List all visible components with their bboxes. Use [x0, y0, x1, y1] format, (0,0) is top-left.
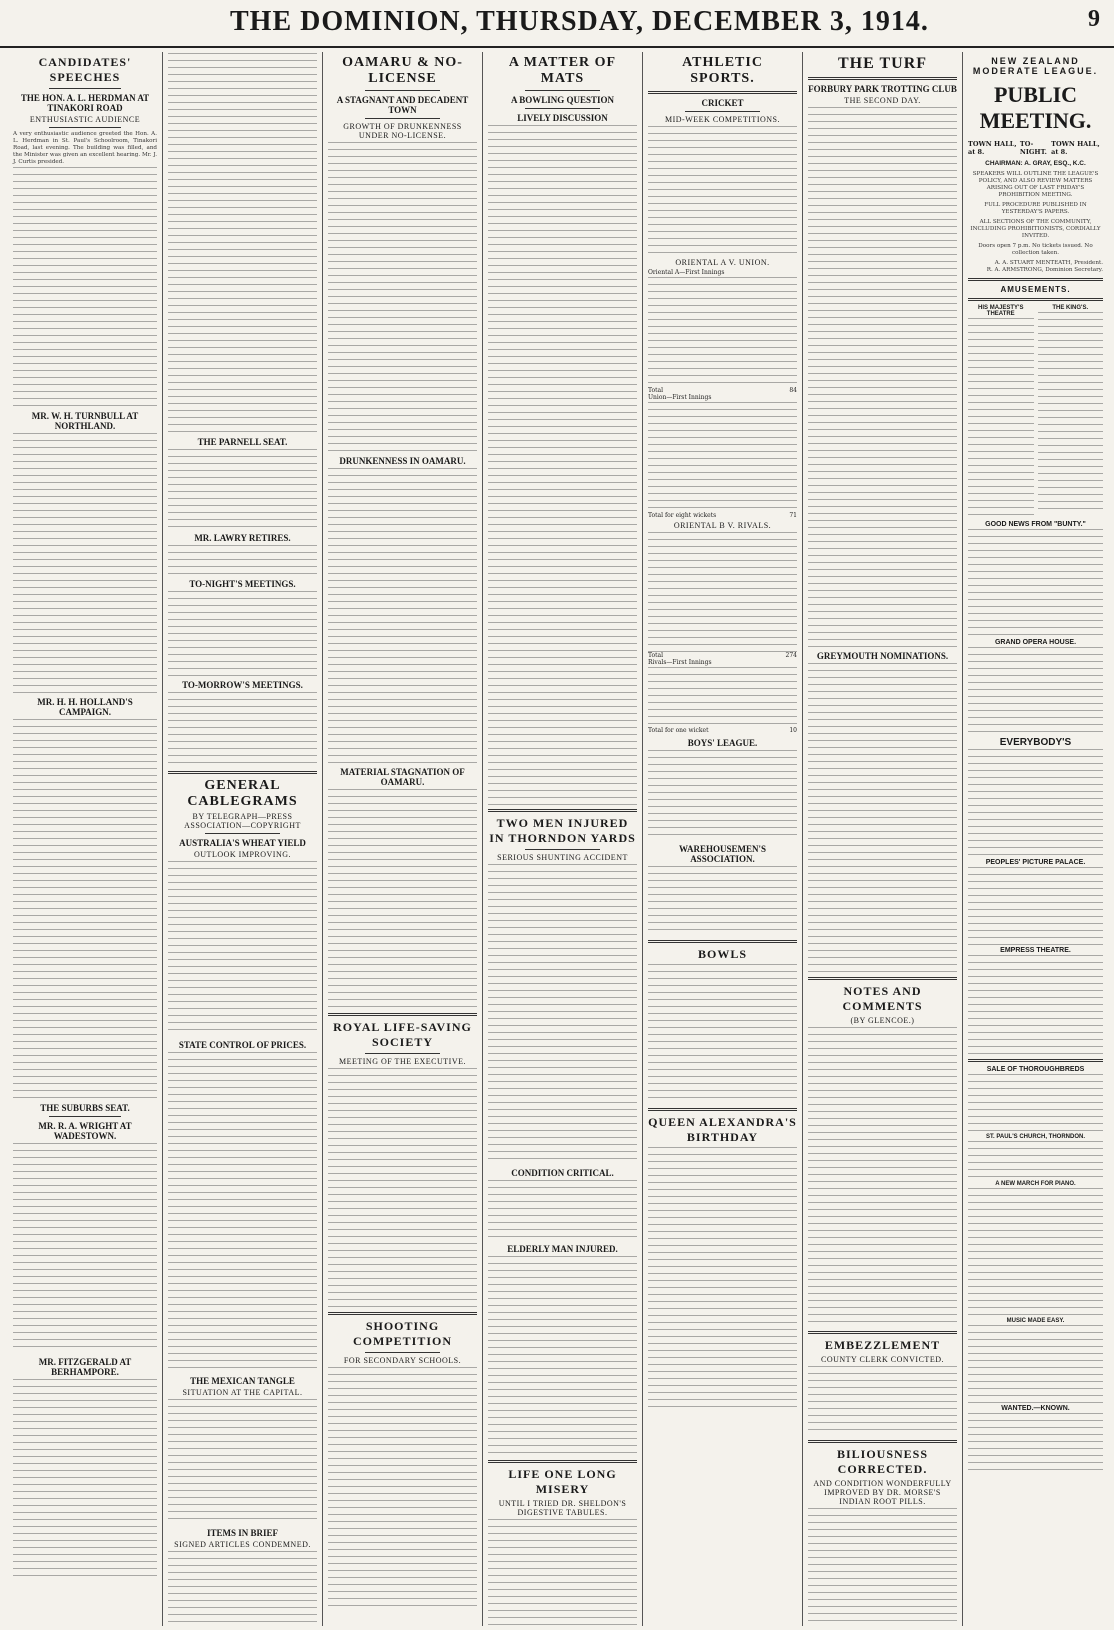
score-label: Oriental A—First Innings	[648, 269, 725, 276]
chairman: CHAIRMAN: A. GRAY, ESQ., K.C.	[985, 160, 1086, 167]
score-value: 274	[785, 652, 797, 659]
section-title: NOTES AND COMMENTS	[842, 984, 923, 1013]
article-subheading: SIGNED ARTICLES CONDEMNED.	[174, 1540, 311, 1549]
body-text	[168, 545, 317, 575]
amusement-ads	[968, 305, 1103, 518]
score-label: Total for one wicket	[648, 727, 709, 734]
body-text	[328, 468, 477, 763]
ad-heading: WANTED.—KNOWN.	[1001, 1405, 1070, 1412]
article-heading: ITEMS IN BRIEF	[206, 1528, 278, 1538]
body-text	[328, 1367, 477, 1607]
score-label: Rivals—First Innings	[648, 659, 712, 666]
ad-body	[1038, 312, 1104, 512]
ad-heading: GRAND OPERA HOUSE.	[994, 639, 1077, 646]
body-text	[168, 53, 317, 433]
body-text	[488, 1256, 637, 1456]
column-7	[963, 52, 1108, 1626]
body-text	[168, 1399, 317, 1524]
meeting-location-right: TOWN HALL, at 8.	[1051, 140, 1100, 156]
body-text	[168, 591, 317, 676]
amusements-heading: AMUSEMENTS.	[1000, 285, 1071, 294]
signature: R. A. ARMSTRONG, Dominion Secretary.	[986, 267, 1103, 273]
ad-heading: GOOD NEWS FROM "BUNTY."	[985, 521, 1086, 528]
score-row	[648, 387, 797, 394]
ad-heading: ST. PAUL'S CHURCH, THORNDON.	[986, 1134, 1085, 1140]
ad-heading: EMPRESS THEATRE.	[1000, 947, 1071, 954]
ad-heading: THE KING'S.	[1052, 305, 1089, 311]
ad-body	[968, 955, 1103, 1055]
section-title: OAMARU & NO-LICENSE	[342, 55, 463, 86]
score-row	[648, 394, 797, 401]
article-heading: LIVELY DISCUSSION	[517, 113, 608, 123]
body-text	[488, 125, 637, 805]
article-heading: A STAGNANT AND DECADENT TOWN	[336, 95, 469, 115]
scorecard-1-total2	[648, 512, 797, 519]
body-text	[168, 449, 317, 529]
ad-body	[968, 1141, 1103, 1181]
divider	[365, 118, 440, 119]
body-text	[648, 866, 797, 936]
body-text	[648, 750, 797, 840]
divider	[648, 1108, 797, 1111]
section-title: LIFE ONE LONG MISERY	[508, 1467, 617, 1496]
body-text	[168, 1551, 317, 1626]
article-heading: THE MEXICAN TANGLE	[190, 1376, 295, 1386]
article-heading: CRICKET	[701, 98, 744, 108]
column-6	[803, 52, 963, 1626]
section-title: ATHLETIC SPORTS.	[682, 55, 763, 86]
meeting-text: FULL PROCEDURE PUBLISHED IN YESTERDAY'S PAPERS.	[984, 202, 1087, 215]
scorecard-1-total	[648, 387, 797, 401]
divider	[525, 108, 600, 109]
meeting-location-row	[968, 140, 1103, 156]
meeting-text: ALL SECTIONS OF THE COMMUNITY, INCLUDING PROHIBITIONISTS, CORDIALLY INVITED.	[970, 219, 1101, 239]
league-name: NEW ZEALAND MODERATE LEAGUE.	[972, 56, 1099, 76]
ad-body	[968, 529, 1103, 639]
body-text	[13, 1379, 157, 1579]
ad-heading: SALE OF THOROUGHBREDS	[986, 1066, 1085, 1073]
article-heading: WAREHOUSEMEN'S ASSOCIATION.	[678, 844, 767, 864]
section-title: BILIOUSNESS CORRECTED.	[836, 1447, 929, 1476]
divider	[525, 849, 600, 850]
article-heading: A BOWLING QUESTION	[510, 95, 615, 105]
body-text	[808, 663, 957, 973]
article-subheading: GROWTH OF DRUNKENNESS UNDER NO-LICENSE.	[343, 122, 462, 140]
divider	[808, 1331, 957, 1334]
masthead-title: THE DOMINION, THURSDAY, DECEMBER 3, 1914.	[230, 6, 929, 37]
body-text	[808, 1366, 957, 1436]
page-number: 9	[1088, 6, 1100, 32]
body-text	[808, 1508, 957, 1626]
divider	[49, 88, 121, 89]
article-heading: MR. FITZGERALD AT BERHAMPORE.	[38, 1357, 132, 1377]
divider	[328, 1013, 477, 1016]
body-text	[13, 167, 157, 407]
section-title: GENERAL CABLEGRAMS	[187, 778, 298, 809]
section-title: SHOOTING COMPETITION	[352, 1319, 452, 1348]
scorecard-2-total	[648, 727, 797, 734]
article-heading: FORBURY PARK TROTTING CLUB	[808, 84, 957, 94]
article-heading: MR. R. A. WRIGHT AT WADESTOWN.	[38, 1121, 132, 1141]
divider	[365, 90, 440, 91]
divider	[808, 1440, 957, 1443]
article-subheading: ENTHUSIASTIC AUDIENCE	[29, 115, 141, 124]
body-text	[168, 692, 317, 767]
ad-body	[968, 318, 1034, 518]
score-lines	[648, 667, 797, 727]
article-heading: STATE CONTROL OF PRICES.	[178, 1040, 307, 1050]
score-row	[648, 727, 797, 734]
score-row	[648, 269, 797, 276]
score-value: 71	[789, 512, 797, 519]
race-results	[808, 107, 957, 647]
score-label: Total for eight wickets	[648, 512, 717, 519]
scorecard-1	[648, 269, 797, 276]
score-row	[648, 659, 797, 666]
ad-body	[968, 749, 1103, 859]
ad-body	[968, 1413, 1103, 1473]
body-text	[648, 1147, 797, 1407]
divider	[648, 940, 797, 943]
article-subheading: AND CONDITION WONDERFULLY IMPROVED BY DR. MORSE'S INDIAN ROOT PILLS.	[813, 1479, 952, 1506]
article-heading: THE HON. A. L. HERDMAN AT TINAKORI ROAD	[20, 93, 150, 113]
section-title: EMBEZZLEMENT	[824, 1338, 941, 1352]
section-title: CANDIDATES' SPEECHES	[38, 55, 132, 84]
article-subheading: UNTIL I TRIED DR. SHELDON'S DIGESTIVE TABULES.	[498, 1499, 627, 1517]
score-value: 84	[789, 387, 797, 394]
article-heading: THE PARNELL SEAT.	[197, 437, 288, 447]
score-label: Union—First Innings	[648, 394, 712, 401]
divider	[365, 1352, 440, 1353]
article-subheading: OUTLOOK IMPROVING.	[194, 850, 291, 859]
score-label: Total	[648, 387, 664, 394]
score-label: Total	[648, 652, 664, 659]
article-heading: TO-NIGHT'S MEETINGS.	[189, 579, 296, 589]
divider	[648, 91, 797, 94]
column-2	[163, 52, 323, 1626]
ad-body	[968, 1188, 1103, 1318]
article-heading: GREYMOUTH NOMINATIONS.	[816, 651, 949, 661]
section-title: A MATTER OF MATS	[508, 55, 617, 86]
article-heading: ELDERLY MAN INJURED.	[507, 1244, 618, 1254]
divider	[968, 1059, 1103, 1062]
divider	[968, 298, 1103, 301]
body-text	[328, 789, 477, 1009]
article-heading: TO-MORROW'S MEETINGS.	[182, 680, 303, 690]
article-heading: MATERIAL STAGNATION OF OAMARU.	[340, 767, 465, 787]
section-title: QUEEN ALEXANDRA'S BIRTHDAY	[648, 1115, 797, 1144]
ad-body	[968, 1325, 1103, 1405]
column-1	[8, 52, 163, 1626]
body-text	[648, 964, 797, 1104]
signature: A. A. STUART MENTEATH, President.	[994, 260, 1103, 266]
divider	[49, 1116, 121, 1117]
column-3	[323, 52, 483, 1626]
ad-body	[968, 1074, 1103, 1134]
article-heading: MR. W. H. TURNBULL AT NORTHLAND.	[31, 411, 139, 431]
divider	[808, 77, 957, 80]
body-text	[168, 1052, 317, 1372]
ad-body	[968, 867, 1103, 947]
divider	[328, 1312, 477, 1315]
ad-heading: A NEW MARCH FOR PIANO.	[995, 1181, 1076, 1187]
score-lines	[648, 402, 797, 512]
score-row	[648, 652, 797, 659]
divider	[49, 127, 121, 128]
article-heading: BOYS' LEAGUE.	[687, 738, 758, 748]
body-text	[488, 1180, 637, 1240]
article-subheading: BY TELEGRAPH—PRESS ASSOCIATION—COPYRIGHT	[184, 812, 301, 830]
match-heading: ORIENTAL A V. UNION.	[675, 258, 770, 267]
section-title: THE TURF	[837, 55, 928, 72]
article-lead: A very enthusiastic audience greeted the Hon. A. L. Herdman in St. Paul's Schoolroom, Tinakori Road, last evening. The building was filled, and the Minister was given an excellent hearing. Mr. J. J. Curtis presided.	[13, 131, 157, 165]
divider	[685, 111, 760, 112]
meeting-location-left: TOWN HALL, at 8.	[968, 140, 1017, 156]
article-subheading: SERIOUS SHUNTING ACCIDENT	[497, 853, 628, 862]
article-heading: DRUNKENNESS IN OAMARU.	[339, 456, 466, 466]
divider	[525, 90, 600, 91]
public-meeting-heading: PUBLIC MEETING.	[979, 82, 1092, 133]
match-heading: ORIENTAL B V. RIVALS.	[673, 521, 772, 530]
ad-body	[968, 647, 1103, 737]
body-text	[488, 864, 637, 1164]
article-subheading: MID-WEEK COMPETITIONS.	[665, 115, 780, 124]
article-heading: AUSTRALIA'S WHEAT YIELD	[179, 838, 306, 848]
body-text	[13, 1143, 157, 1353]
ad-heading: HIS MAJESTY'S THEATRE	[978, 305, 1024, 317]
ad-heading: EVERYBODY'S	[999, 737, 1072, 748]
body-text	[13, 719, 157, 1099]
article-heading: MR. LAWRY RETIRES.	[194, 533, 291, 543]
body-text	[648, 126, 797, 256]
ad-kings	[1038, 305, 1104, 518]
article-subheading: SITUATION AT THE CAPITAL.	[182, 1388, 303, 1397]
scorecard-2	[648, 652, 797, 666]
divider	[205, 833, 280, 834]
body-text	[168, 861, 317, 1036]
meeting-text: Doors open 7 p.m. No tickets issued. No collection taken.	[978, 243, 1093, 256]
meeting-text: SPEAKERS WILL OUTLINE THE LEAGUE'S POLICY, AND ALSO REVIEW MATTERS ARISING OUT OF LAST FRIDAY'S PROHIBITION MEETING.	[972, 171, 1099, 198]
article-heading: THE SUBURBS SEAT.	[40, 1103, 130, 1113]
score-lines	[648, 532, 797, 652]
section-title: TWO MEN INJURED IN THORNDON YARDS	[489, 816, 636, 845]
article-subheading: MEETING OF THE EXECUTIVE.	[338, 1057, 466, 1066]
divider	[808, 977, 957, 980]
columns	[8, 52, 1108, 1626]
divider	[365, 1053, 440, 1054]
article-subheading: COUNTY CLERK CONVICTED.	[821, 1355, 944, 1364]
section-title: BOWLS	[697, 947, 747, 961]
article-subheading: FOR SECONDARY SCHOOLS.	[343, 1356, 462, 1365]
score-lines	[648, 277, 797, 387]
divider	[968, 278, 1103, 281]
body-text	[328, 142, 477, 452]
ad-heading: PEOPLES' PICTURE PALACE.	[985, 859, 1086, 866]
body-text	[13, 433, 157, 693]
section-title: ROYAL LIFE-SAVING SOCIETY	[333, 1020, 472, 1049]
body-text	[808, 1027, 957, 1327]
ad-heading: MUSIC MADE EASY.	[1006, 1318, 1065, 1324]
column-4	[483, 52, 643, 1626]
body-text	[488, 1519, 637, 1626]
score-row	[648, 512, 797, 519]
article-heading: MR. H. H. HOLLAND'S CAMPAIGN.	[37, 697, 133, 717]
meeting-time: TO-NIGHT.	[1019, 140, 1047, 156]
masthead	[0, 0, 1114, 48]
ad-his-majestys	[968, 305, 1034, 518]
body-text	[328, 1068, 477, 1308]
divider	[168, 771, 317, 774]
divider	[488, 1460, 637, 1463]
article-subheading: THE SECOND DAY.	[844, 96, 921, 105]
column-5	[643, 52, 803, 1626]
score-value: 10	[789, 727, 797, 734]
article-subheading: (BY GLENCOE.)	[850, 1016, 915, 1025]
divider	[488, 809, 637, 812]
article-heading: CONDITION CRITICAL.	[511, 1168, 614, 1178]
